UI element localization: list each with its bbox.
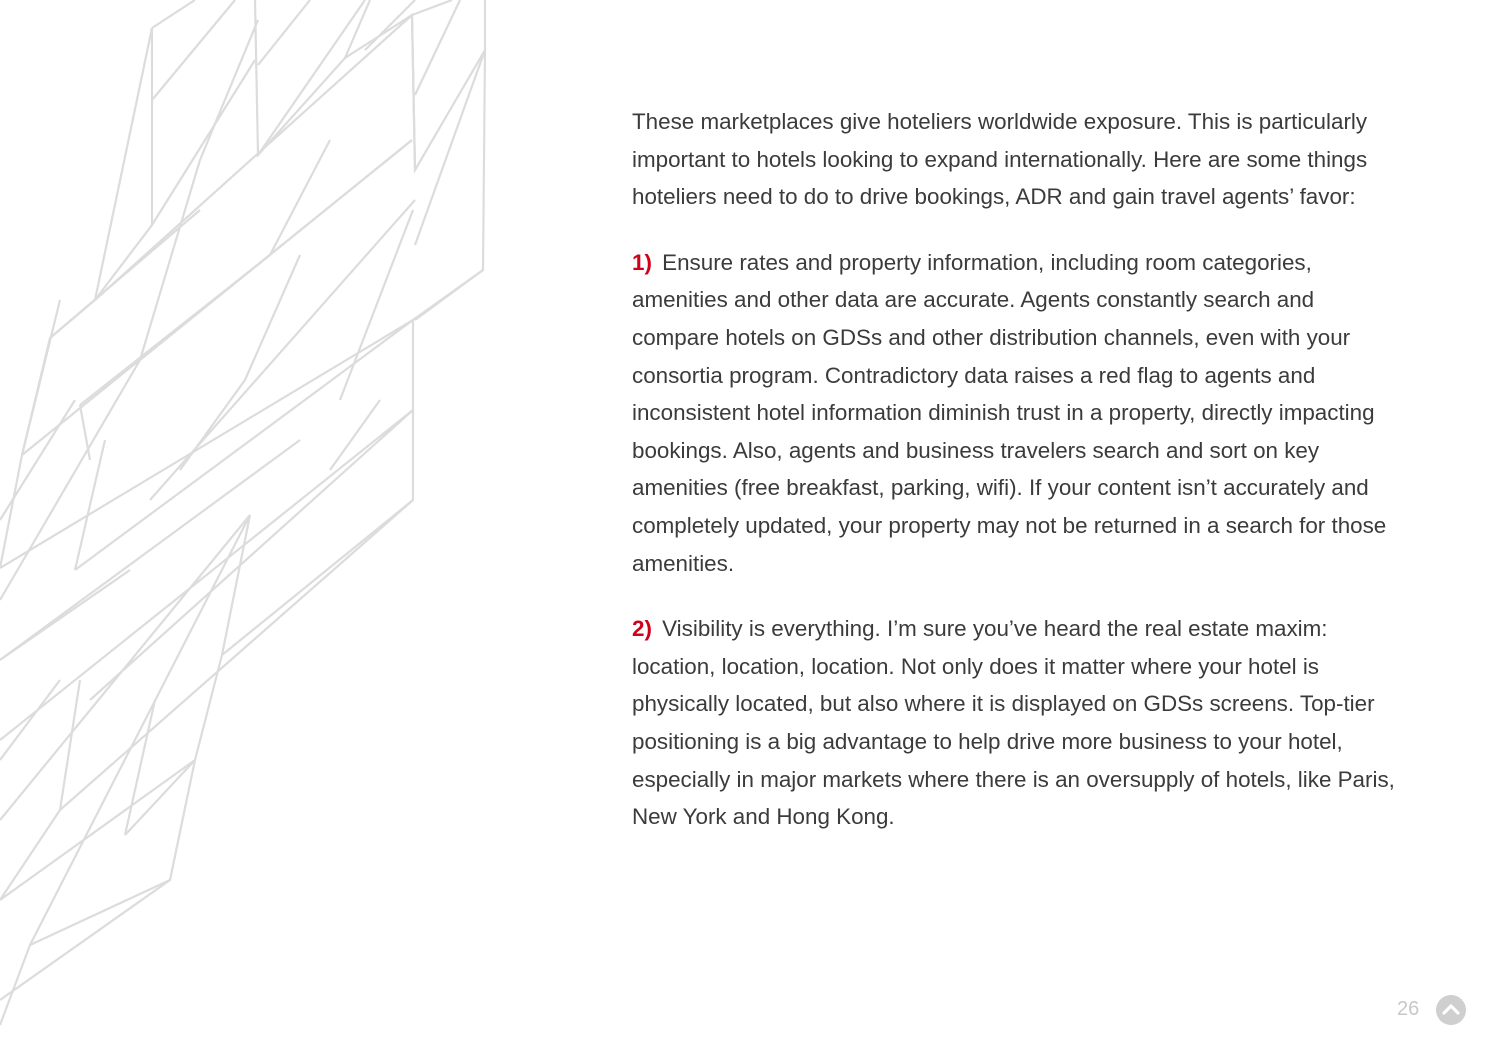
list-item-text: Ensure rates and property information, including room categories, amenities and other data are accurate. Agents constantly search and compare hotels on GDSs and other distribution channels, even with your consortia program. Contradictory data raises a red flag to agents and inconsistent hotel information diminish trust in a property, directly impacting bookings. Also, agents and business travelers search and sort on key amenities (free breakfast, parking, wifi). If your content isn’t accurately and completely updated, your property may not be returned in a search for those amenities.: [632, 249, 1387, 576]
list-item-number: 2): [632, 616, 652, 642]
list-item-2: [632, 610, 1402, 836]
scroll-to-top-button[interactable]: [1436, 995, 1466, 1025]
chevron-up-icon: [1436, 995, 1466, 1025]
body-text: [632, 103, 1402, 864]
geometric-line-decoration: [0, 0, 500, 1050]
page-number: 26: [1397, 998, 1420, 1020]
list-item-1: [632, 244, 1402, 582]
intro-paragraph: These marketplaces give hoteliers worldwide exposure. This is particularly important to hotels looking to expand internationally. Here are some things hoteliers need to do to drive bookings, ADR and gain travel agents’ favor:: [632, 109, 1368, 210]
list-item-text: Visibility is everything. I’m sure you’ve heard the real estate maxim: location, location, location. Not only does it matter where your hotel is physically located, but also where it is displayed on GDSs screens. Top-tier positioning is a big advantage to help drive more business to your hotel, especially in major markets where there is an oversupply of hotels, like Paris, New York and Hong Kong.: [632, 616, 1395, 830]
list-item-number: 1): [632, 249, 652, 275]
